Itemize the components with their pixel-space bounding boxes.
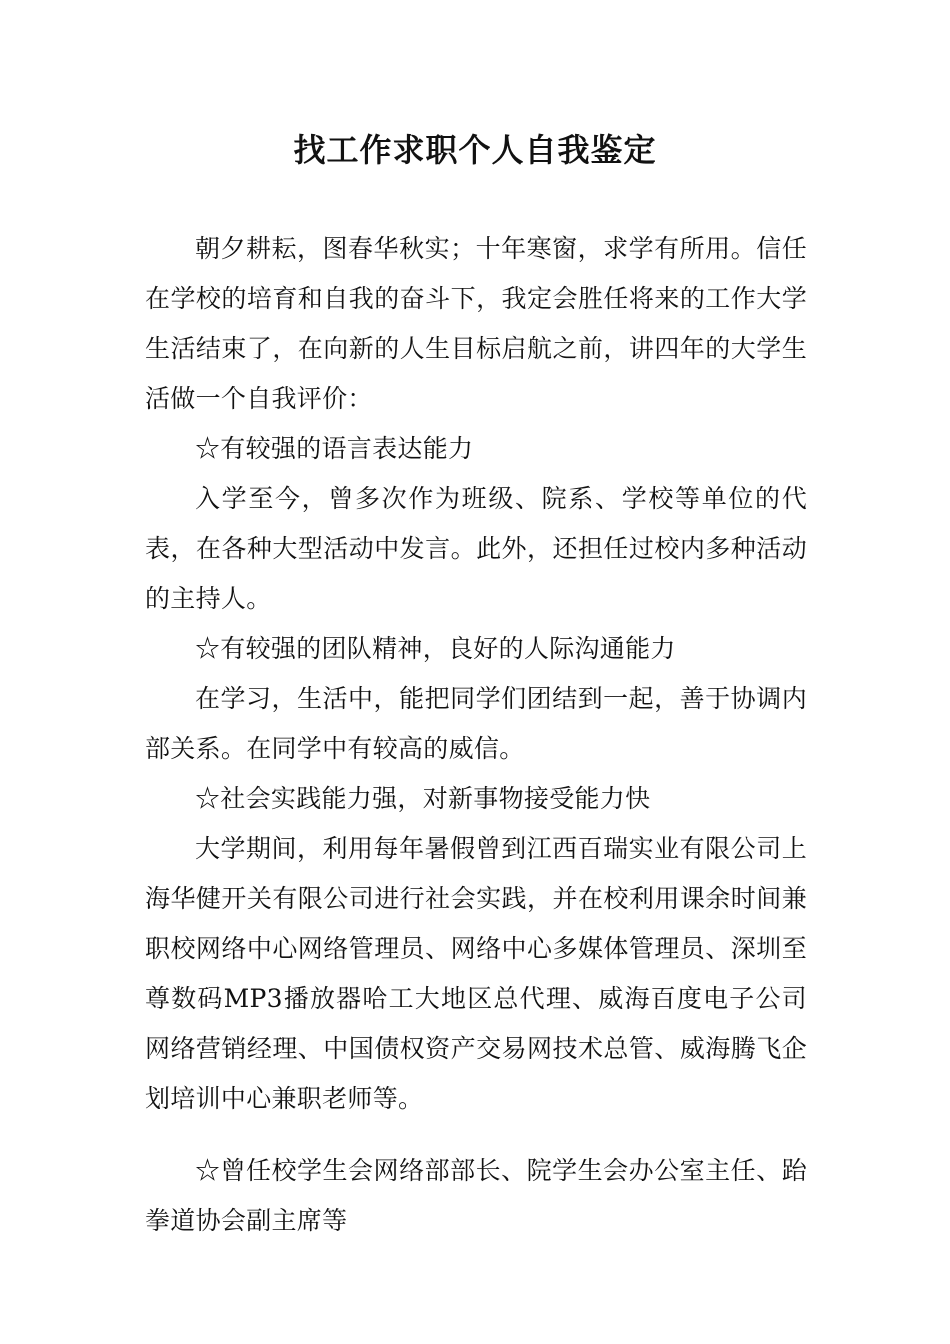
- document-title: 找工作求职个人自我鉴定: [293, 131, 657, 169]
- paragraph-teamwork: 在学习，生活中，能把同学们团结到一起，善于协调内部关系。在同学中有较高的威信。: [145, 684, 807, 763]
- document-body: [145, 224, 807, 1246]
- paragraph-practice: 大学期间，利用每年暑假曾到江西百瑞实业有限公司上海华健开关有限公司进行社会实践，并在校利用课余时间兼职校网络中心网络管理员、网络中心多媒体管理员、深圳至尊数码MP3播放器哈工大地区总代理、威海百度电子公司网络营销经理、中国债权资产交易网技术总管、威海腾飞企划培训中心兼职老师等。: [145, 834, 807, 1113]
- paragraph-positions: ☆曾任校学生会网络部部长、院学生会办公室主任、跆拳道协会副主席等: [145, 1156, 807, 1235]
- paragraph-heading-language: ☆有较强的语言表达能力: [195, 434, 474, 463]
- paragraph-heading-practice: ☆社会实践能力强，对新事物接受能力快: [195, 784, 651, 813]
- paragraph-intro: 朝夕耕耘，图春华秋实；十年寒窗，求学有所用。信任在学校的培育和自我的奋斗下，我定会胜任将来的工作大学生活结束了，在向新的人生目标启航之前，讲四年的大学生活做一个自我评价：: [145, 234, 807, 413]
- paragraph-language: 入学至今，曾多次作为班级、院系、学校等单位的代表，在各种大型活动中发言。此外，还担任过校内多种活动的主持人。: [145, 484, 807, 613]
- paragraph-heading-teamwork: ☆有较强的团队精神，良好的人际沟通能力: [195, 634, 676, 663]
